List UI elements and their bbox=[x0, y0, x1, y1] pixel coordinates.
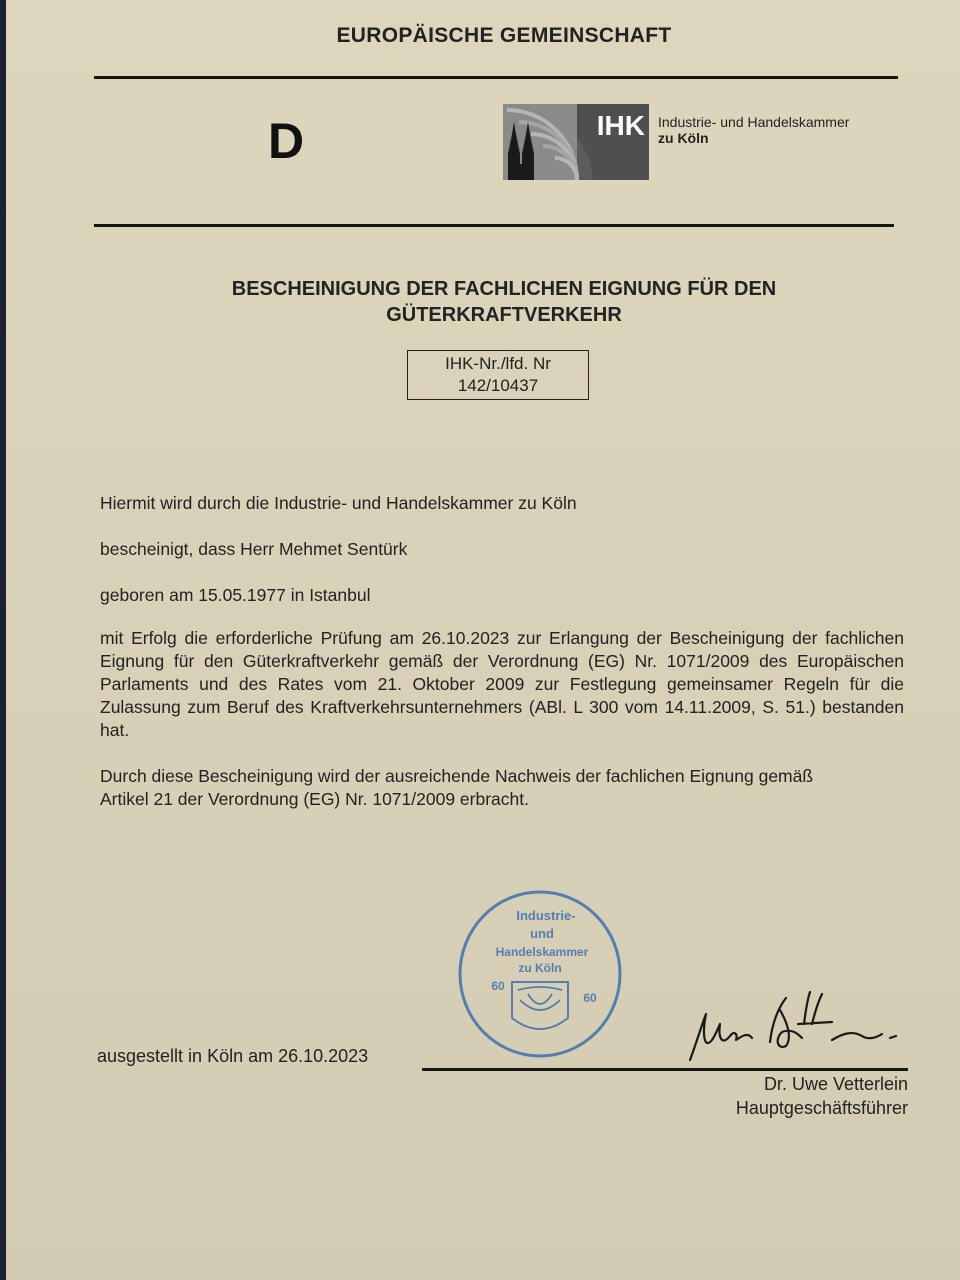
issued-date-text: ausgestellt in Köln am 26.10.2023 bbox=[97, 1046, 369, 1066]
stamp-number-right: 60 bbox=[583, 991, 597, 1005]
community-heading: EUROPÄISCHE GEMEINSCHAFT bbox=[336, 24, 672, 47]
chamber-name-line2: zu Köln bbox=[658, 130, 709, 146]
chamber-name-line1: Industrie- und Handelskammer bbox=[658, 114, 850, 130]
document-title bbox=[6, 276, 960, 328]
exam-text: mit Erfolg die erforderliche Prüfung am 26.10.2023 zur Erlangung der Bescheinigung der fachlichen Eignung für den Güterkraftverkehr gemäß der Verordnung (EG) Nr. 1071/2009 des Europäischen Parlaments und des Rates vom 21. Oktober 2009 zur Festlegung gemeinsamer Regeln für die Zulassung zum Beruf des Kraftverkehrsunternehmers (ABl. L 300 vom 14.11.2009, S. 51.) bestanden hat. bbox=[100, 628, 904, 740]
country-code: D bbox=[268, 113, 305, 169]
registration-label: IHK-Nr./lfd. Nr bbox=[445, 354, 551, 373]
document-title-line2: GÜTERKRAFTVERKEHR bbox=[386, 304, 622, 326]
registration-number: 142/10437 bbox=[457, 376, 539, 395]
holder-text: bescheinigt, dass Herr Mehmet Sentürk bbox=[100, 539, 408, 559]
signature-line bbox=[422, 1068, 908, 1071]
ihk-logo-letters: IHK bbox=[596, 110, 645, 141]
certificate-document bbox=[6, 0, 960, 1280]
birth-text: geboren am 15.05.1977 in Istanbul bbox=[100, 585, 371, 605]
stamp-line-1: Industrie- bbox=[516, 908, 576, 923]
ihk-logo bbox=[503, 104, 649, 180]
chamber-seal-stamp bbox=[454, 890, 626, 1062]
signer-role: Hauptgeschäftsführer bbox=[735, 1098, 908, 1118]
stamp-line-4: zu Köln bbox=[518, 961, 562, 975]
stamp-line-2: und bbox=[530, 926, 554, 941]
intro-text: Hiermit wird durch die Industrie- und Handelskammer zu Köln bbox=[100, 493, 577, 513]
registration-box bbox=[407, 350, 589, 400]
document-title-line1: BESCHEINIGUNG DER FACHLICHEN EIGNUNG FÜR DEN bbox=[231, 278, 777, 300]
evidence-text: Durch diese Bescheinigung wird der ausreichende Nachweis der fachlichen Eignung gemäß Artikel 21 der Verordnung (EG) Nr. 1071/2009 erbracht. bbox=[100, 766, 814, 809]
signer-name: Dr. Uwe Vetterlein bbox=[763, 1074, 908, 1094]
signer-block bbox=[736, 1072, 908, 1120]
handwritten-signature bbox=[682, 984, 922, 1070]
chamber-name bbox=[658, 114, 849, 146]
header-bottom-rule bbox=[94, 224, 894, 227]
stamp-number-left: 60 bbox=[491, 979, 505, 993]
top-rule bbox=[94, 76, 898, 79]
stamp-line-3: Handelskammer bbox=[495, 945, 589, 959]
